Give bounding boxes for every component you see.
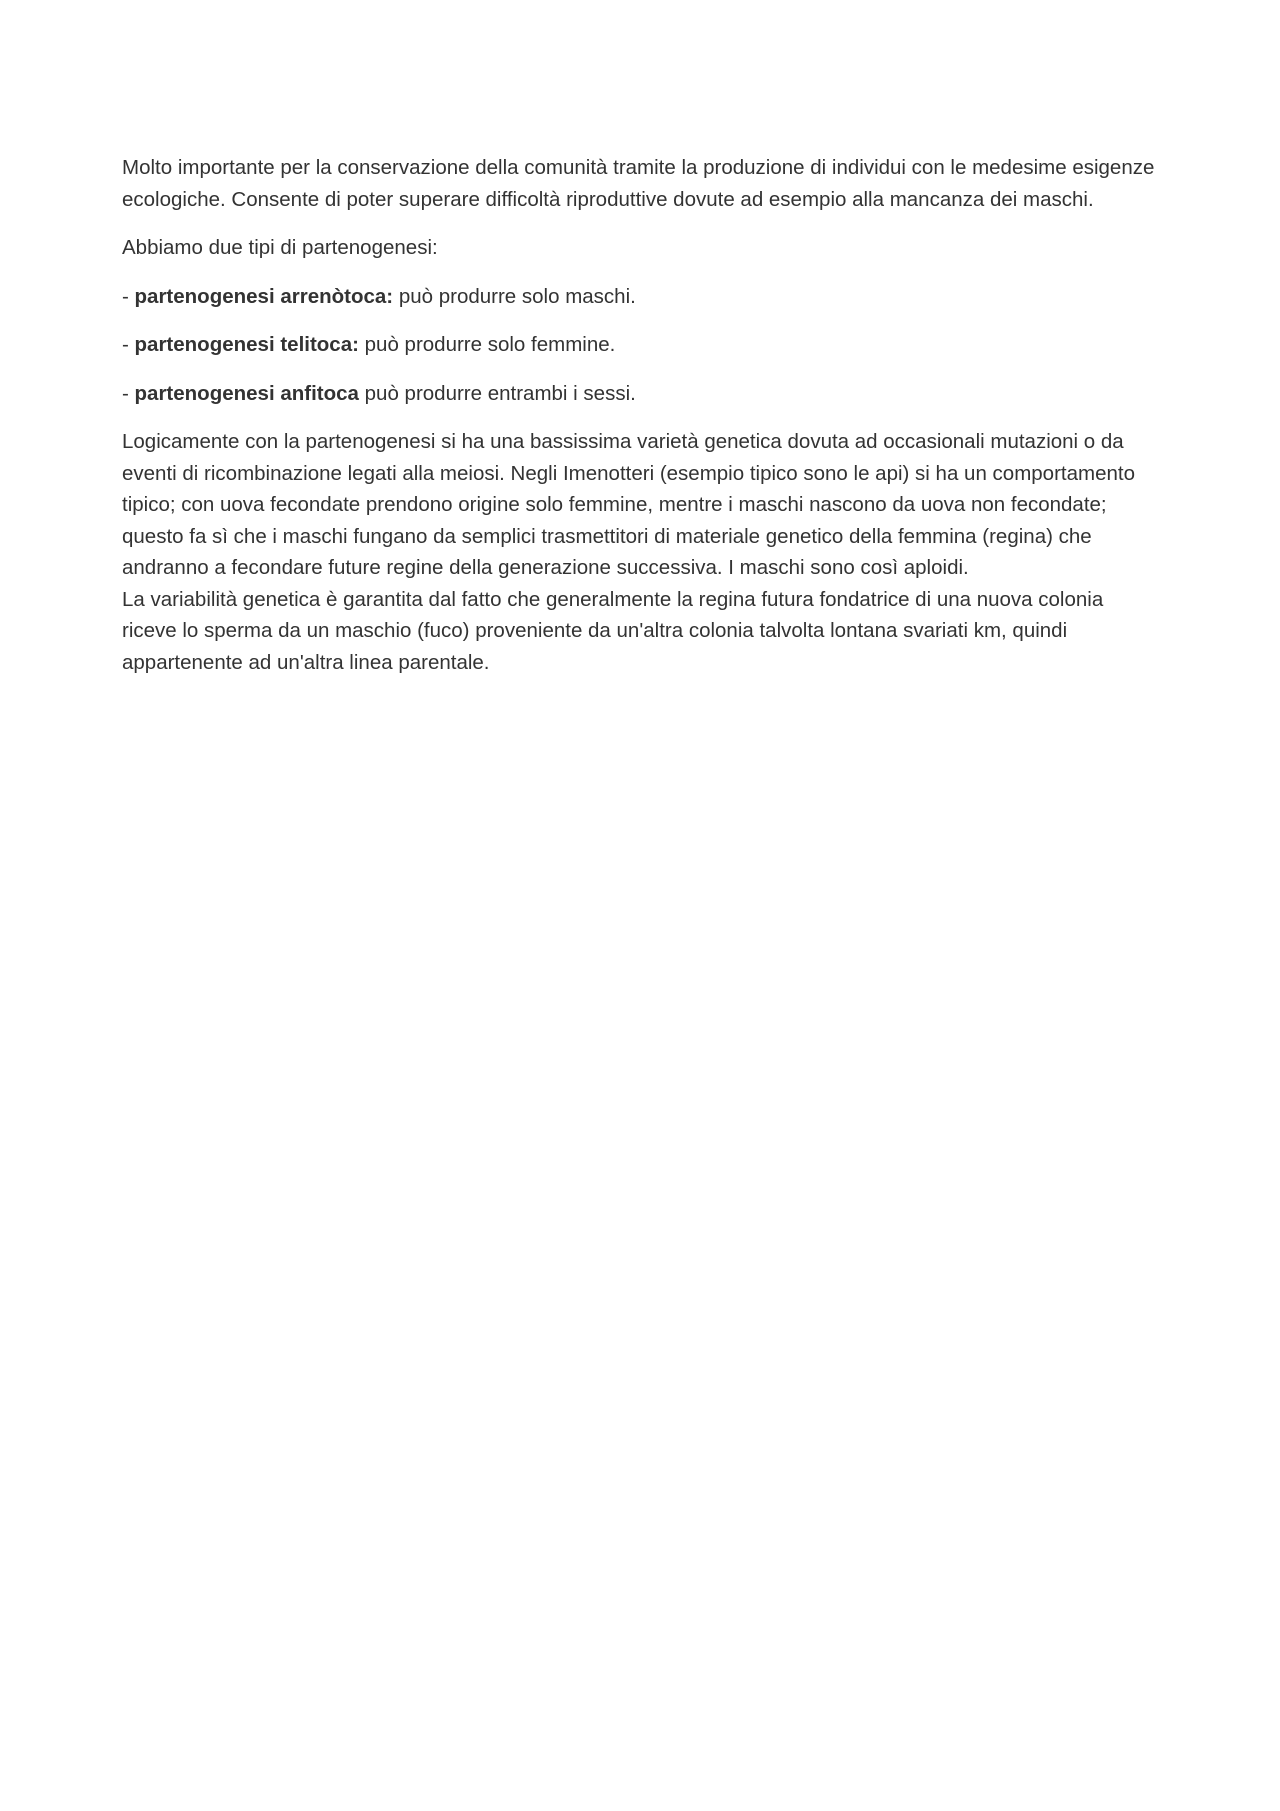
type-item-arrenotoca	[122, 281, 1162, 313]
type-item-telitoca	[122, 329, 1162, 361]
list-dash: -	[122, 381, 135, 405]
variability-paragraph: La variabilità genetica è garantita dal fatto che generalmente la regina futura fondatrice di una nuova colonia riceve lo sperma da un maschio (fuco) proveniente da un'altra colonia talvolta lontana svariati km, quindi appartenente ad un'altra linea parentale.	[122, 587, 1104, 674]
document-body	[122, 152, 1162, 695]
list-dash: -	[122, 284, 135, 308]
types-heading: Abbiamo due tipi di partenogenesi:	[122, 236, 438, 259]
type-description: può produrre solo maschi.	[393, 284, 636, 308]
logic-paragraph: Logicamente con la partenogenesi si ha una bassissima varietà genetica dovuta ad occasionali mutazioni o da eventi di ricombinazione legati alla meiosi. Negli Imenotteri (esempio tipico sono le api) si ha un comportamento tipico; con uova fecondate prendono origine solo femmine, mentre i maschi nascono da uova non fecondate; questo fa sì che i maschi fungano da semplici trasmettitori di materiale genetico della femmina (regina) che andranno a fecondare future regine della generazione successiva. I maschi sono così aploidi.	[122, 430, 1135, 579]
list-dash: -	[122, 333, 135, 356]
type-item-anfitoca	[122, 378, 1162, 410]
type-description: può produrre entrambi i sessi.	[358, 381, 636, 405]
type-term: partenogenesi telitoca:	[134, 333, 359, 356]
type-term: partenogenesi anfitoca	[134, 381, 359, 405]
type-term: partenogenesi arrenòtoca:	[134, 284, 394, 308]
type-description: può produrre solo femmine.	[358, 333, 616, 356]
intro-paragraph: Molto importante per la conservazione della comunità tramite la produzione di individui con le medesime esigenze ecologiche. Consente di poter superare difficoltà riproduttive dovute ad esempio alla mancanza dei maschi.	[122, 156, 1155, 211]
